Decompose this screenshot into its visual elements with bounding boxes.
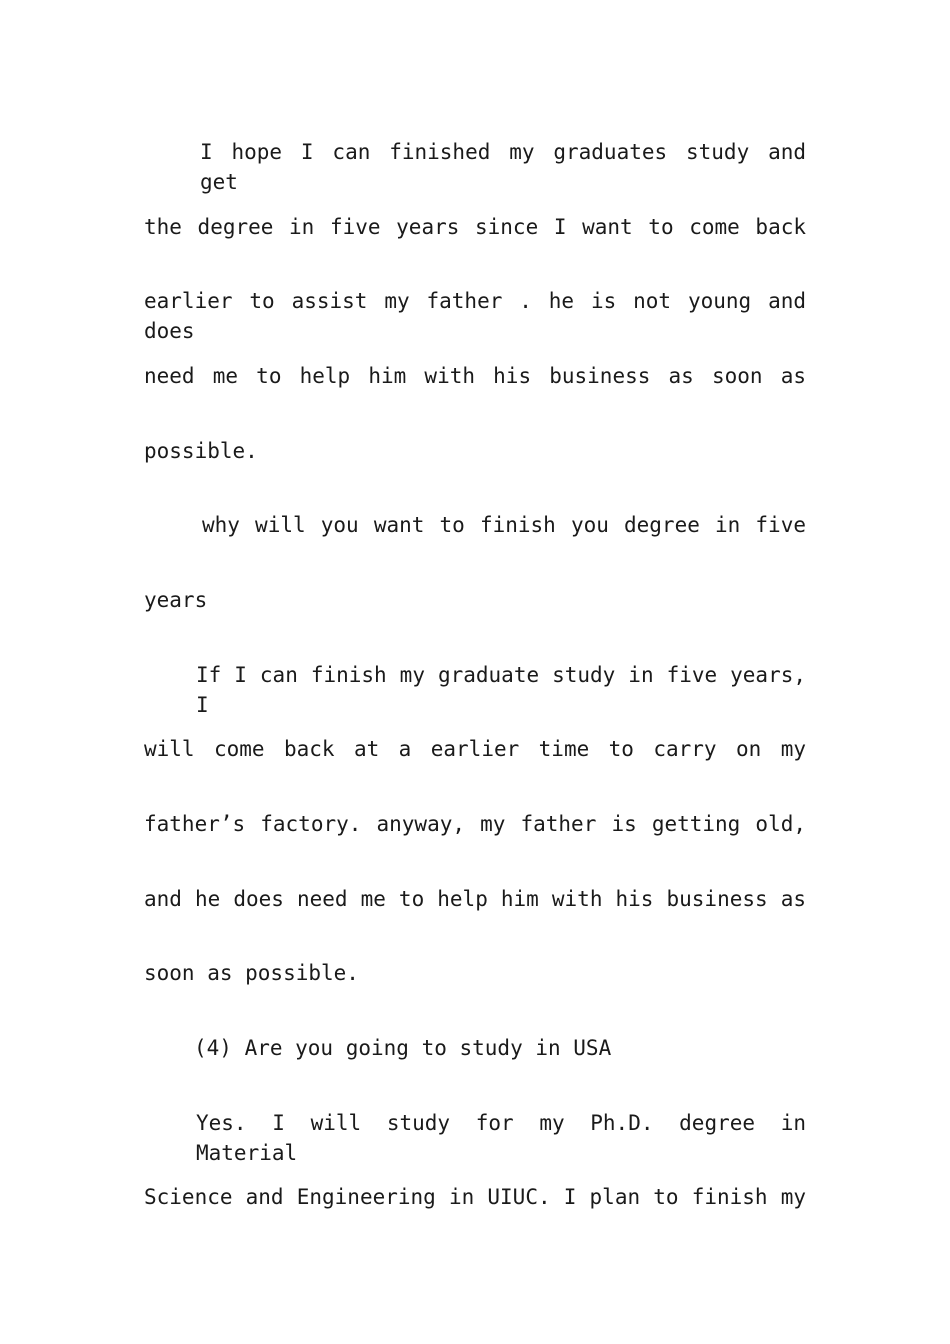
paragraph-3-line-5: soon as possible. xyxy=(144,961,359,985)
paragraph-3-line-2: will come back at a earlier time to carry on my xyxy=(144,737,806,761)
paragraph-3-line-4: and he does need me to help him with his business as xyxy=(144,887,806,911)
paragraph-1-line-2: the degree in five years since I want to come back xyxy=(144,215,806,239)
paragraph-3-line-3: father’s factory. anyway, my father is getting old, xyxy=(144,812,806,836)
paragraph-2-line-1: why will you want to finish you degree in five xyxy=(202,513,806,537)
paragraph-1-line-4: need me to help him with his business as soon as xyxy=(144,364,806,388)
paragraph-1-line-1: I hope I can finished my graduates study and get xyxy=(200,140,806,194)
paragraph-3-line-1: If I can finish my graduate study in five years, I xyxy=(196,663,806,717)
paragraph-2-line-2: years xyxy=(144,588,208,612)
paragraph-1-line-3: earlier to assist my father . he is not young and does xyxy=(144,289,806,343)
paragraph-5-line-1: Yes. I will study for my Ph.D. degree in Material xyxy=(196,1111,806,1165)
question-4-heading: (4) Are you going to study in USA xyxy=(194,1036,612,1060)
paragraph-5-line-2: Science and Engineering in UIUC. I plan to finish my xyxy=(144,1185,806,1209)
paragraph-1-line-5: possible. xyxy=(144,439,258,463)
